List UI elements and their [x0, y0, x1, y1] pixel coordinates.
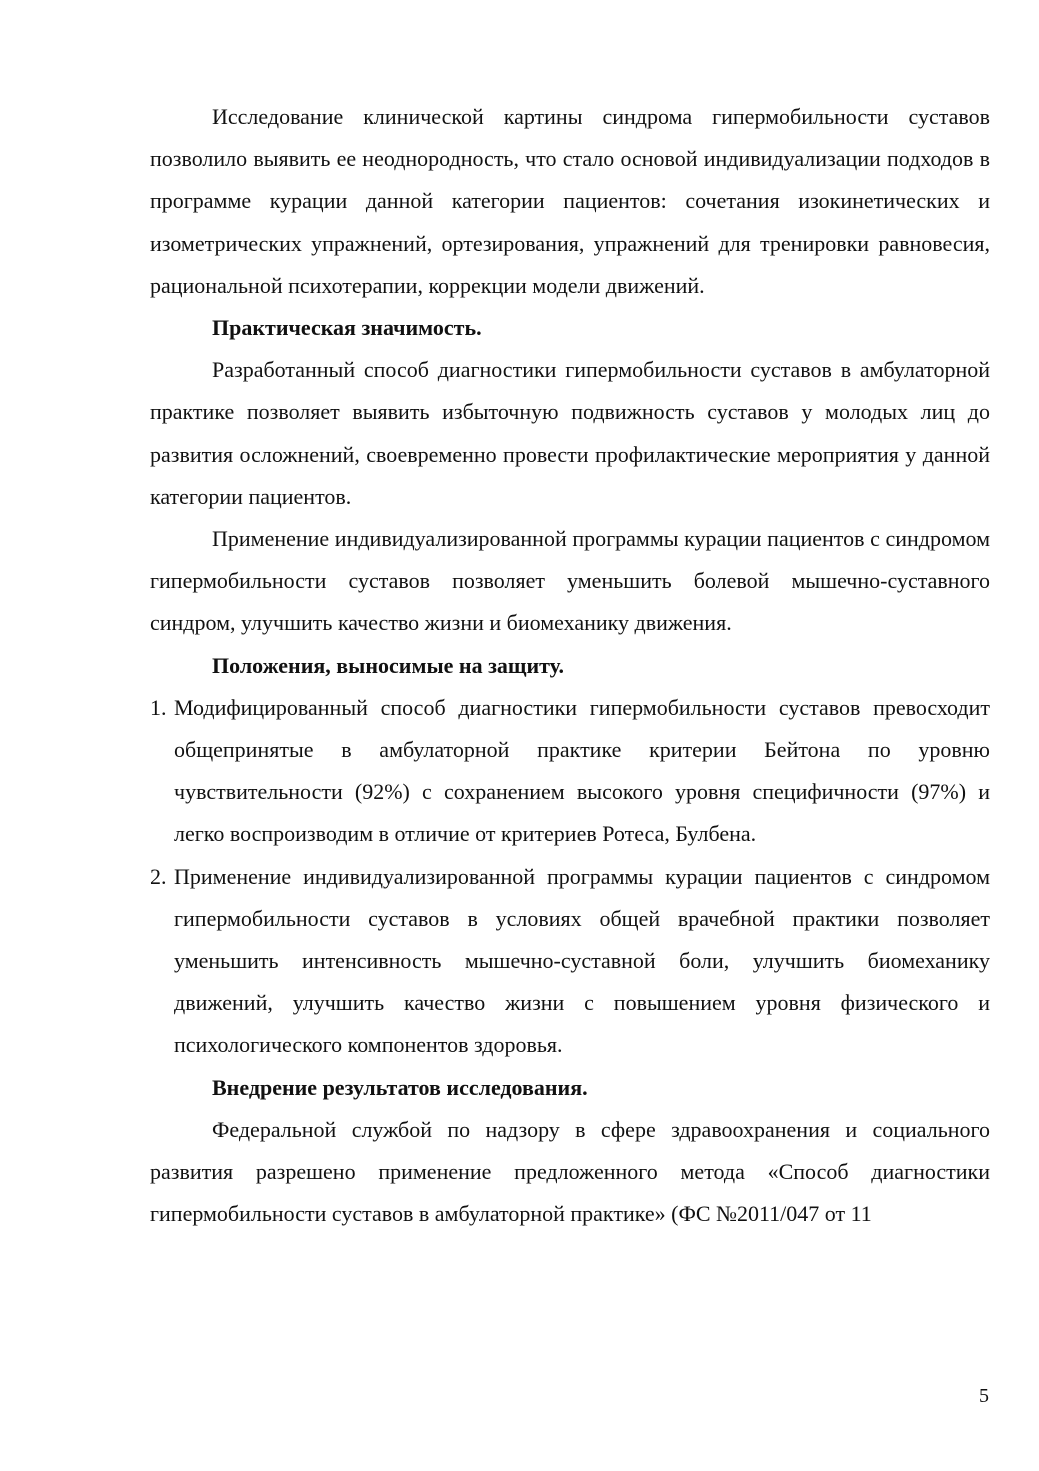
list-item-text: Применение индивидуализированной программы курации пациентов с синдромом гипермобильности суставов в условиях общей врачебной практики позволяет уменьшить интенсивность мышечно-суставной боли, улучшить биомеханику движений, улучшить качество жизни с повышением уровня физического и психологического компонентов здоровья.	[174, 863, 990, 1058]
implementation-heading: Внедрение результатов исследования.	[212, 1074, 588, 1100]
defense-provisions-heading: Положения, выносимые на защиту.	[212, 652, 564, 678]
list-item-text: Модифицированный способ диагностики гипермобильности суставов превосходит общепринятые в амбулаторной практике критерии Бейтона по уровню чувствительности (92%) с сохранением высокого уровня специфичности (97%) и легко воспроизводим в отличие от критериев Ротеса, Булбена.	[174, 694, 990, 847]
practical-paragraph-1: Разработанный способ диагностики гипермобильности суставов в амбулаторной практике позволяет выявить избыточную подвижность суставов у молодых лиц до развития осложнений, своевременно провести профилактические мероприятия у данной категории пациентов.	[150, 357, 990, 509]
intro-paragraph: Исследование клинической картины синдрома гипермобильности суставов позволило выявить ее неоднородность, что стало основой индивидуализации подходов в программе курации данной категории пациентов: сочетания изокинетических и изометрических упражнений, ортезирования, упражнений для тренировки равновесия, рациональной психотерапии, коррекции модели движений.	[150, 104, 990, 298]
practical-paragraph-2: Применение индивидуализированной программы курации пациентов с синдромом гипермобильности суставов позволяет уменьшить болевой мышечно-суставного синдром, улучшить качество жизни и биомеханику движения.	[150, 526, 990, 636]
list-item	[150, 687, 990, 856]
implementation-paragraph: Федеральной службой по надзору в сфере здравоохранения и социального развития разрешено применение предложенного метода «Способ диагностики гипермобильности суставов в амбулаторной практике» (ФС №2011/047 от 11	[150, 1116, 990, 1227]
defense-provisions-list	[150, 687, 990, 1067]
list-item	[150, 856, 990, 1067]
practical-significance-heading: Практическая значимость.	[212, 315, 482, 341]
list-item-number: 1.	[150, 694, 167, 720]
document-page	[150, 96, 990, 1235]
page-number: 5	[979, 1385, 989, 1407]
list-item-number: 2.	[150, 863, 167, 889]
